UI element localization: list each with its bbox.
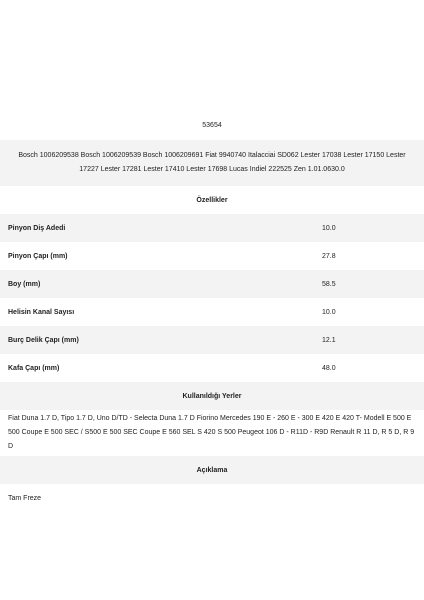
product-spec-sheet xyxy=(0,104,424,512)
spec-label: Kafa Çapı (mm) xyxy=(8,364,60,372)
usage-heading: Kullanıldığı Yerler xyxy=(0,382,424,410)
spec-label: Pinyon Çapı (mm) xyxy=(8,252,68,260)
spec-row-pinion-teeth xyxy=(0,214,424,242)
description-text: Tam Freze xyxy=(0,484,424,512)
spec-value: 12.1 xyxy=(322,336,336,344)
description-heading: Açıklama xyxy=(0,456,424,484)
product-code: 53654 xyxy=(0,110,424,140)
spec-value: 27.8 xyxy=(322,252,336,260)
spec-label: Helisin Kanal Sayısı xyxy=(8,308,75,316)
features-heading: Özellikler xyxy=(0,186,424,214)
spec-row-helix-grooves xyxy=(0,298,424,326)
usage-text-content: Fiat Duna 1.7 D, Tipo 1.7 D, Uno D/TD - Selecta Duna 1.7 D Fiorino Mercedes 190 E - 260 E - 300 E 420 E 420 T- Modell E 500 E 500 Coupe E 500 SEC / S500 E 500 SEC Coupe E 560 SEL S 420 S 500 Peugeot 106 D - R11D - R9D Renault R 11 D, R 5 D, R 9 D xyxy=(8,415,415,450)
spec-row-bushing-bore xyxy=(0,326,424,354)
spec-label: Boy (mm) xyxy=(8,280,41,288)
spec-row-head-diameter xyxy=(0,354,424,382)
spec-value: 10.0 xyxy=(322,224,336,232)
oem-numbers: Bosch 1006209538 Bosch 1006209539 Bosch 1006209691 Fiat 9940740 Italacciai SD062 Lester 17038 Lester 17150 Lester 17227 Lester 17281 Lester 17410 Lester 17698 Lucas Indiel 222525 Zen 1.01.0630.0 xyxy=(0,140,424,186)
spec-row-length xyxy=(0,270,424,298)
spec-value: 10.0 xyxy=(322,308,336,316)
spec-row-pinion-diameter xyxy=(0,242,424,270)
usage-text xyxy=(0,410,424,456)
spec-value: 48.0 xyxy=(322,364,336,372)
spec-label: Pinyon Diş Adedi xyxy=(8,224,66,232)
spec-value: 58.5 xyxy=(322,280,336,288)
spec-label: Burç Delik Çapı (mm) xyxy=(8,336,79,344)
